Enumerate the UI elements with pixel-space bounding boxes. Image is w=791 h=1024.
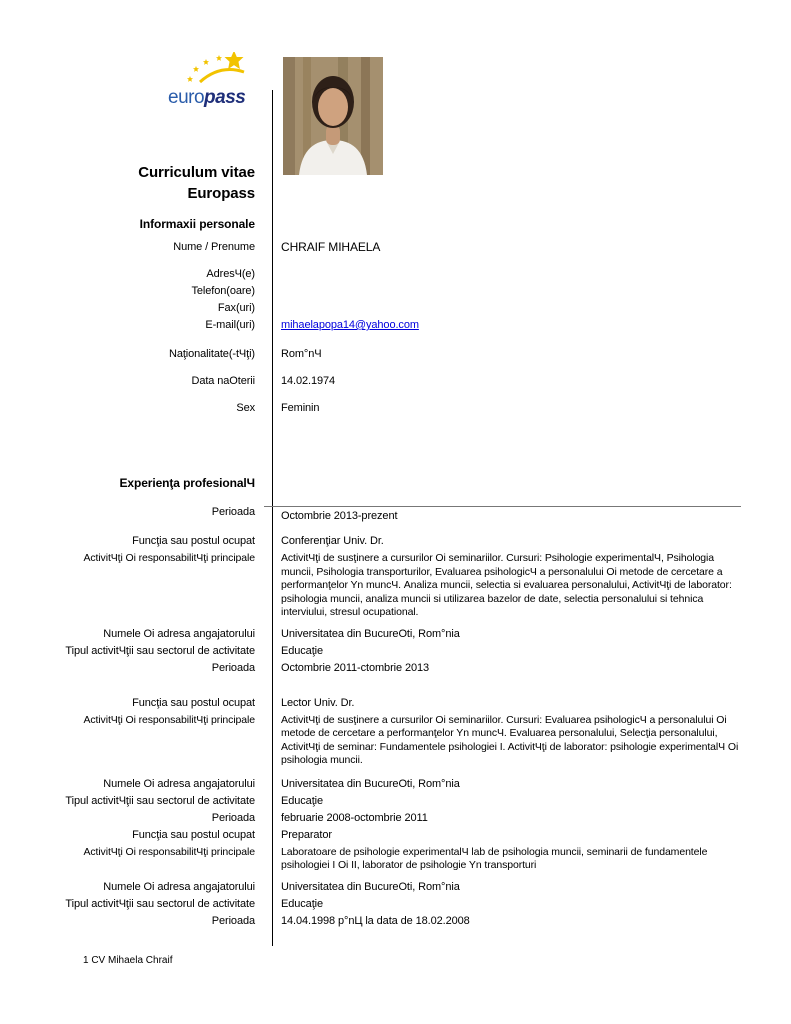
value-sector-1: Educaţie — [281, 644, 324, 657]
label-birthdate: Data naOterii — [191, 375, 255, 387]
label-period: Perioada — [211, 506, 255, 518]
value-sector-3: Educaţie — [281, 897, 324, 910]
value-position-2: Lector Univ. Dr. — [281, 696, 355, 709]
value-sex: Feminin — [281, 402, 320, 414]
label-position: Funcţia sau postul ocupat — [132, 535, 255, 547]
footer-text: 1 CV Mihaela Chraif — [83, 955, 173, 966]
value-period-3: februarie 2008-octombrie 2011 — [281, 811, 428, 824]
section-experience: Experienţa profesionalЧ — [119, 476, 255, 490]
page-title — [0, 162, 264, 204]
label-sector: Tipul activitЧţii sau sectorul de activitate — [65, 794, 255, 807]
page-title-line2: Europass — [187, 185, 255, 202]
label-fax: Fax(uri) — [217, 302, 255, 314]
value-sector-2: Educaţie — [281, 794, 324, 807]
value-position-1: Conferenţiar Univ. Dr. — [281, 535, 384, 547]
value-position-3: Preparator — [281, 828, 332, 841]
europass-wordmark — [168, 88, 278, 107]
email-link[interactable]: mihaelapopa14@yahoo.com — [281, 319, 419, 331]
profile-photo — [283, 57, 383, 175]
portrait-image — [283, 57, 383, 175]
label-sector: Tipul activitЧţii sau sectorul de activitate — [65, 897, 255, 910]
label-position: Funcţia sau postul ocupat — [132, 828, 255, 841]
value-period-2: Octombrie 2011-ctombrie 2013 — [281, 661, 430, 674]
label-employer: Numele Oi adresa angajatorului — [103, 880, 255, 893]
label-name: Nume / Prenume — [173, 241, 255, 253]
section-personal-info: Informaxii personale — [139, 217, 255, 231]
value-period-4: 14.04.1998 p°nЦ la data de 18.02.2008 — [281, 914, 470, 927]
logo-euro-text: euro — [168, 87, 205, 108]
page-title-line1: Curriculum vitae — [138, 164, 255, 181]
label-period: Perioada — [211, 811, 255, 824]
label-nationality: Naţionalitate(-tЧţi) — [168, 348, 255, 360]
label-sex: Sex — [236, 402, 255, 414]
label-position: Funcţia sau postul ocupat — [132, 696, 255, 709]
value-activities-2: ActivitЧţi de susţinere a cursurilor Oi seminariilor. Cursuri: Evaluarea psihologicЧ a personalului Oi metode de cercetare a performanţelor Yn muncЧ. Evaluarea personalului, Selecţia personalului, ActivitЧţi de seminar: Fundamentele psihologiei I. ActivitЧţi de laborator: psihologie experimentalЧ Oi psihologia muncii. — [281, 713, 739, 766]
value-period-1: Octombrie 2013-prezent — [264, 506, 741, 523]
label-sector: Tipul activitЧţii sau sectorul de activitate — [65, 644, 255, 657]
label-address: AdresЧ(e) — [206, 268, 255, 280]
label-activities: ActivitЧţi Oi responsabilitЧţi principale — [83, 552, 255, 564]
logo-pass-text: pass — [204, 87, 246, 108]
value-nationality: Rom°nЧ — [281, 348, 322, 360]
value-employer-2: Universitatea din BucureOti, Rom°nia — [281, 777, 460, 790]
europass-stars-icon — [182, 52, 272, 88]
value-employer-1: Universitatea din BucureOti, Rom°nia — [281, 627, 460, 640]
label-phone: Telefon(oare) — [191, 285, 255, 297]
value-activities-3: Laboratoare de psihologie experimentalЧ lab de psihologia muncii, seminarii de fundamentele psihologiei I Oi II, laborator de psihologie Yn transporturi — [281, 845, 708, 871]
label-email: E-mail(uri) — [205, 319, 255, 331]
value-employer-3: Universitatea din BucureOti, Rom°nia — [281, 880, 460, 893]
value-birthdate: 14.02.1974 — [281, 375, 336, 387]
label-activities: ActivitЧţi Oi responsabilitЧţi principale — [83, 713, 255, 726]
label-period: Perioada — [211, 661, 255, 674]
cv-body — [0, 160, 762, 930]
value-activities-1: ActivitЧţi de susţinere a cursurilor Oi seminariilor. Cursuri: Psihologie experimentalЧ, Psihologia muncii, Psihologia transporturilor, Evaluarea psihologicЧ a personalului Oi metode de cercetare a performanţelor Yn muncЧ. Analiza muncii, selectia si evaluarea personalului, ActivitЧţi de laborator: psihologia muncii, analiza muncii si utilizarea bazelor de date, selectia personalului si tehnica interviului, stresul ocupational. — [281, 552, 732, 618]
value-name: CHRAIF MIHAELA — [281, 240, 381, 254]
label-employer: Numele Oi adresa angajatorului — [103, 777, 255, 790]
label-period: Perioada — [211, 914, 255, 927]
europass-logo — [168, 52, 278, 107]
label-employer: Numele Oi adresa angajatorului — [103, 627, 255, 640]
label-activities: ActivitЧţi Oi responsabilitЧţi principale — [83, 845, 255, 858]
